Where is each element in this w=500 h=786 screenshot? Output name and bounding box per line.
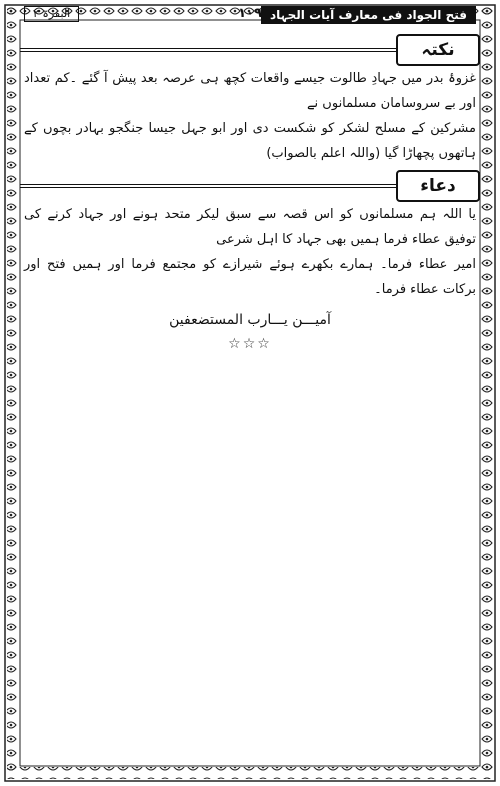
star-separator: ☆☆☆ <box>228 336 272 352</box>
page-number: ۱۰۹ <box>238 6 262 21</box>
book-title: فتح الجواد فی معارف آیات الجہاد <box>261 6 476 24</box>
paragraph-line: مشرکین کے مسلح لشکر کو شکست دی اور ابو جہل جیسا جنگجو بہادر بچوں کے ہاتھوں پچھاڑا گیا (واللہ اعلم بالصواب) <box>24 121 476 161</box>
paragraph-line: غزوۂ بدر میں جہادِ طالوت جیسے واقعات کچھ ہی عرصہ بعد پیش آ گئے ۔کم تعداد اور بے سروسامان مسلمانوں نے <box>24 71 476 111</box>
paragraph-nukta <box>24 66 476 166</box>
section-title: نکتہ <box>396 34 480 66</box>
paragraph-dua <box>24 202 476 302</box>
section-title: دعاء <box>396 170 480 202</box>
surah-label: البقرۃ ۲ <box>24 6 79 22</box>
section-heading-dua <box>20 170 480 200</box>
section-heading-nukta <box>20 34 480 64</box>
paragraph-line: امیر عطاء فرما۔ ہمارے بکھرے ہوئے شیرازے کو مجتمع فرما اور ہمیں فتح اور برکات عطاء فرما۔ <box>24 257 476 297</box>
page-header <box>24 6 476 24</box>
closing-prayer: آمیـــن یـــارب المستضعفین <box>169 312 331 328</box>
page-content <box>20 30 480 352</box>
paragraph-line: یا اللہ ہم مسلمانوں کو اس قصہ سے سبق لیکر متحد ہونے اور جہاد کرنے کی توفیق عطاء فرما ہمیں بھی جہاد کا اہل شرعی <box>24 207 476 247</box>
